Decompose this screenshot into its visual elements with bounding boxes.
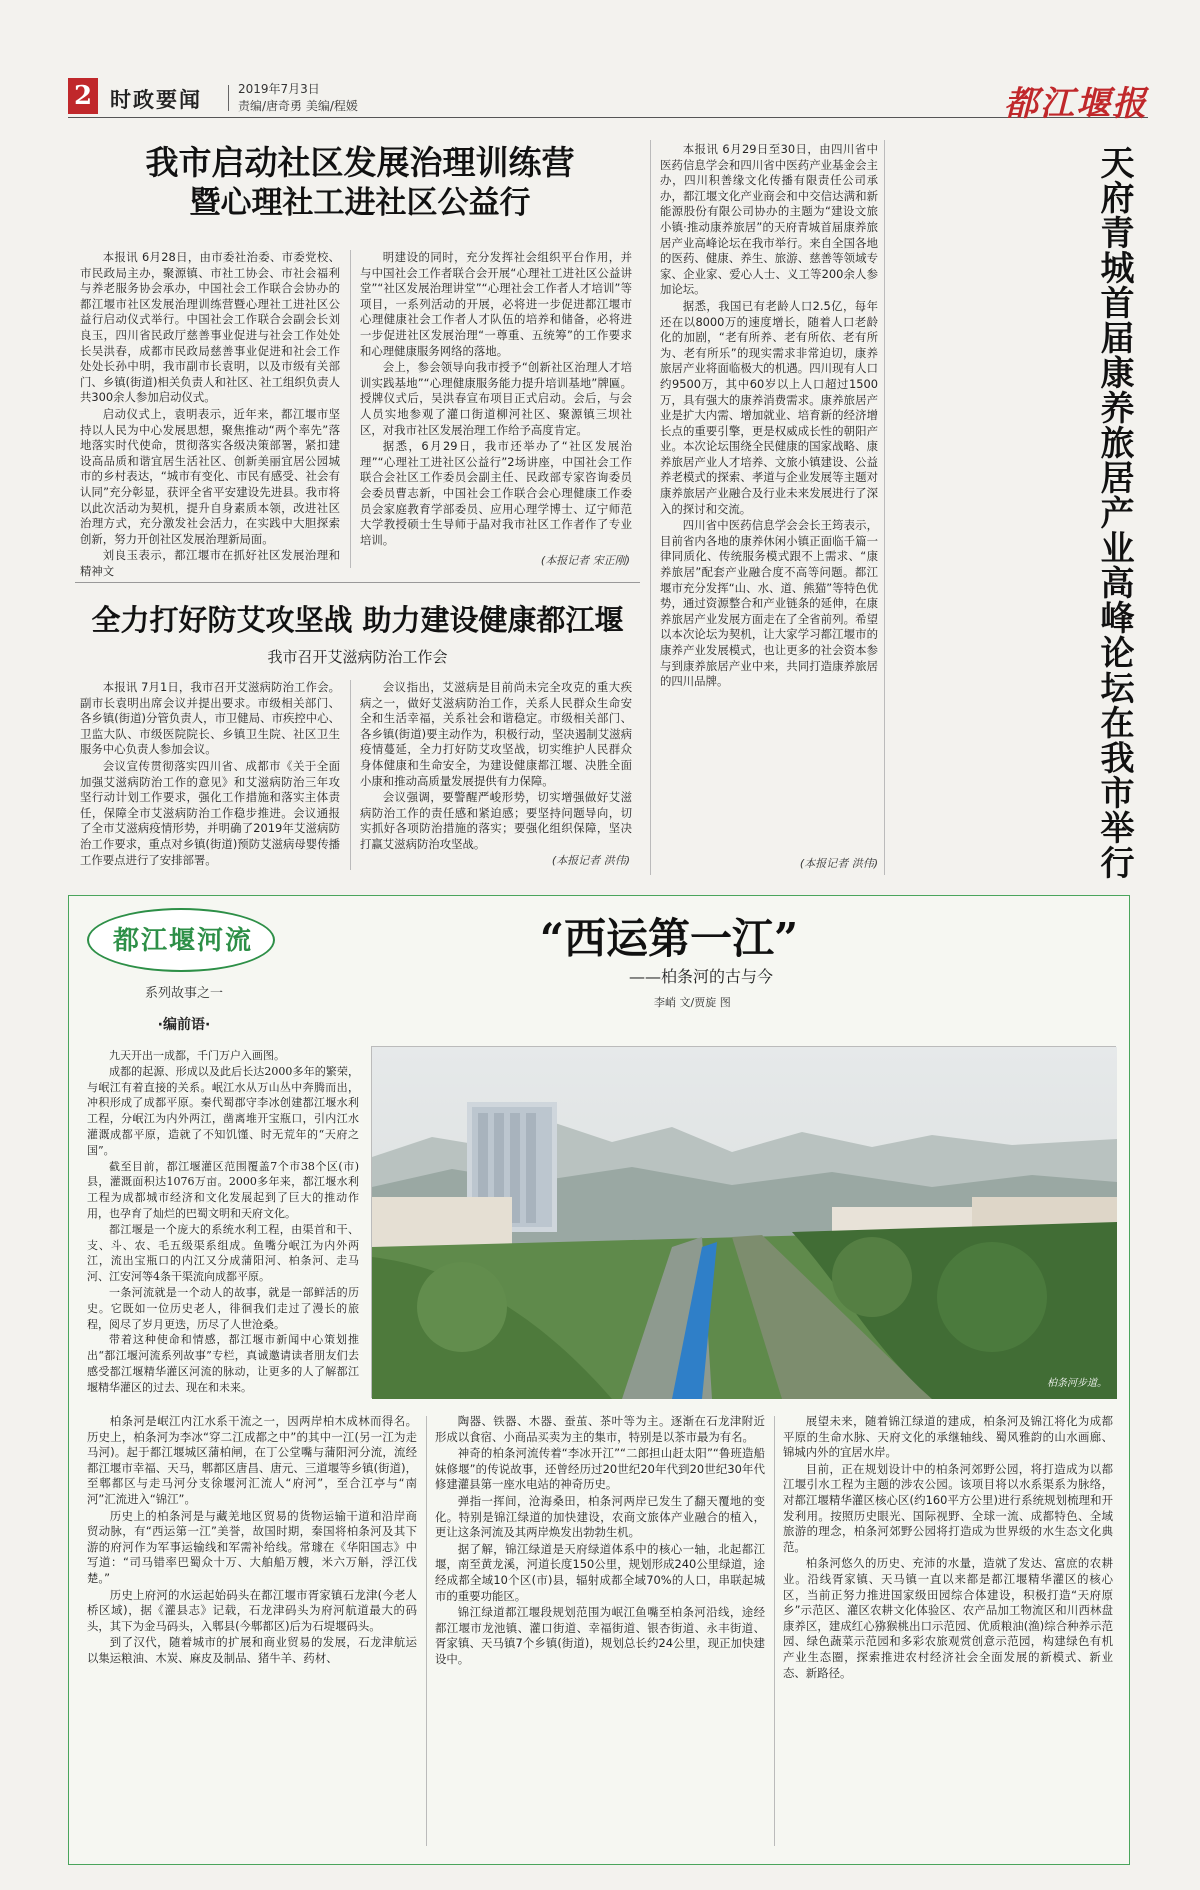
paragraph: 明建设的同时，充分发挥社会组织平台作用，并与中国社会工作者联合会开展“心理社工进社区公益讲堂”“社区发展治理讲堂”“心理社会工作者人才培训”等项目，一系列活动的开展，必将进一步促进都江堰市心理健康社会工作者人才队伍的培养和储备，必将进一步促进社区发展治理“一尊重、五统筹”的工作要求和心理健康服务网络的落地。	[360, 250, 632, 358]
feature-col3	[783, 1414, 1113, 1854]
column-rule	[426, 1416, 427, 1846]
river-photo-illustration	[372, 1047, 1117, 1399]
column-rule	[650, 140, 651, 875]
preface-label: ·编前语·	[157, 1017, 211, 1033]
paragraph: 历史上的柏条河是与藏羌地区贸易的货物运输干道和沿岸商贸动脉，有“西运第一江”美誉，故国时期，秦国将柏条河及其下游的府河作为军事运输线和军需补给线。常璩在《华阳国志》中写道：“司马错率巴蜀众十万、大舶船万艘，米六万斛，浮江伐楚。”	[87, 1508, 417, 1585]
article3-byline: (本报记者 洪伟)	[799, 857, 878, 870]
paragraph: 据悉，我国已有老龄人口2.5亿，每年还在以8000万的速度增长，随着人口老龄化的加剧，“老有所养、老有所依、老有所为、老有所乐”的现实需求非常迫切，康养旅居产业将面临极大的机遇。四川现有人口约9500万，其中60岁以上人口超过1500万，具有强大的康养消费需求。康养旅居产业是扩大内需、增加就业、培育新的经济增长点的重要引擎，更是权威成长性的朝阳产业。本次论坛围绕全民健康的国家战略、康养旅居产业人才培养、文旅小镇建设、公益养老模式的探索、孝道与企业发展等主题对康养旅居产业融合及行业未来发展进行了深入的探讨和交流。	[660, 298, 878, 516]
paragraph: 本报讯 6月28日，由市委社治委、市委党校、市民政局主办，聚源镇、市社工协会、市社会福利与养老服务协会承办，中国社会工作联合会协办的都江堰市社区发展治理训练营暨心理社工进社区公益行启动仪式举行。中国社会工作联合会副会长刘良玉，四川省民政厅慈善事业促进与社会工作处处长吴洪春，成都市民政局慈善事业促进和社会工作处处长孙中明，我市副市长袁明，以及市级有关部门、乡镇(街道)相关负责人和社区、社工组织负责人共300余人参加启动仪式。	[80, 250, 340, 405]
paragraph: 会上，参会领导向我市授予“创新社区治理人才培训实践基地”“心理健康服务能力提升培训基地”牌匾。授牌仪式后，吴洪春宣布项目正式启动。会后，与会人员实地参观了灌口街道柳河社区、聚源镇三坝社区，对我市社区发展治理工作给予高度肯定。	[360, 360, 632, 437]
paragraph: 本报讯 6月29日至30日，由四川省中医药信息学会和四川省中医药产业基金会主办，四川积善缘文化传播有限责任公司承办，都江堰文化产业商会和中交信达满和新能源股份有限公司协办的主题为“建设文旅小镇·推动康养旅居”的天府青城首届康养旅居产业高峰论坛在我市举行。来自全国各地的医药、健康、养生、旅游、慈善等领域专家、企业家、爱心人士、义工等200余人参加论坛。	[660, 142, 878, 297]
preface-text	[87, 1048, 359, 1396]
river-photo	[371, 1046, 1116, 1398]
article1-title-line2: 暨心理社工进社区公益行	[189, 185, 531, 221]
issue-date: 2019年7月3日	[238, 82, 320, 96]
section-title: 时政要闻	[110, 87, 202, 112]
column-oval-badge	[87, 908, 275, 972]
paragraph: 带着这种使命和情感，都江堰市新闻中心策划推出“都江堰河流系列故事”专栏，真诚邀请读者朋友们去感受都江堰精华灌区河流的脉动，让更多的人了解都江堰精华灌区的过去、现在和未来。	[87, 1333, 359, 1394]
paragraph: 一条河流就是一个动人的故事，就是一部鲜活的历史。它既如一位历史老人，徘徊我们走过了漫长的旅程，阅尽了岁月更迭，历尽了人世沧桑。	[87, 1285, 359, 1331]
paragraph: 到了汉代，随着城市的扩展和商业贸易的发展，石龙津航运以集运粮油、木炭、麻皮及制品、猪牛羊、药材、	[87, 1635, 417, 1665]
column-name: 都江堰河流	[112, 926, 253, 956]
paragraph: 锦江绿道都江堰段规划范围为岷江鱼嘴至柏条河沿线，途经都江堰市龙池镇、灌口街道、幸福街道、银杏街道、永丰街道、胥家镇、天马镇7个乡镇(街道)，规划总长约24公里，现正加快建设中。	[435, 1605, 765, 1666]
article1-title-line1: 我市启动社区发展治理训练营	[145, 143, 575, 182]
paragraph: 据了解，锦江绿道是天府绿道体系中的核心一轴，北起都江堰，南至黄龙溪，河道长度150公里，规划形成240公里绿道，途经成都全域10个区(市)县，辐射成都全域70%的人口，串联起城市的重要功能区。	[435, 1541, 765, 1603]
paragraph: 柏条河悠久的历史、充沛的水量，造就了发达、富庶的农耕业。沿线胥家镇、天马镇一直以来都是都江堰精华灌区的核心区，当前正努力推进国家级田园综合体建设，积极打造“天府原乡”示范区、灌区农耕文化体验区、农产品加工物流区和川西林盘康养区，建成红心猕猴桃出口示范园、优质粮油(渔)综合种养示范园、绿色蔬菜示范园和多彩农旅观赏创意示范园，构建绿色有机产业生态圈，探索推进农村经济社会全面发展的新模式、新业态、新路径。	[783, 1556, 1113, 1680]
paragraph: 目前，正在规划设计中的柏条河郊野公园，将打造成为以都江堰引水工程为主题的涉农公园。该项目将以水系渠系为脉络，对都江堰精华灌区核心区(约160平方公里)进行系统规划梳理和开发利用。按照历史眼光、国际视野、全球一流、成都特色、全域旅游的理念，柏条河郊野公园将打造成为世界级的水生态文化典范。	[783, 1461, 1113, 1554]
paragraph: 历史上府河的水运起始码头在都江堰市胥家镇石龙津(今老人桥区域)，据《灌县志》记载，石龙津码头为府河航道最大的码头，其下为金马码头，入郫县(今郫都区)后为石堤堰码头。	[87, 1587, 417, 1633]
article2-byline: (本报记者 洪伟)	[551, 854, 630, 867]
series-label: 系列故事之一	[144, 986, 223, 1001]
paragraph: 本报讯 7月1日，我市召开艾滋病防治工作会。副市长袁明出席会议并提出要求。市级相关部门、各乡镇(街道)分管负责人，市卫健局、市疾控中心、卫监大队、市级医院院长、乡镇卫生院、社区卫生服务中心负责人参加会议。	[80, 680, 340, 757]
paragraph: 柏条河是岷江内江水系干流之一，因两岸柏木成林而得名。历史上，柏条河为李冰“穿二江成都之中”的其中一江(另一江为走马河)。起于都江堰城区蒲柏闸，在丁公堂嘴与蒲阳河分流，流经都江堰市幸福、天马，郫都区唐昌、唐元、三道堰等乡镇(街道)，至郫都区与走马河分支徐堰河汇流人“府河”，至合江亭与“南河”汇流进入“锦江”。	[87, 1414, 417, 1506]
feature-col2	[435, 1414, 765, 1854]
feature-title: “西运第一江”	[539, 914, 799, 963]
newspaper-logo: 都江堰报	[1004, 84, 1148, 124]
paragraph: 刘良玉表示，都江堰市在抓好社区发展治理和精神文	[80, 548, 340, 578]
paragraph: 启动仪式上，袁明表示，近年来，都江堰市坚持以人民为中心发展思想，聚焦推动“两个率先”落地落实时代使命，贯彻落实各级决策部署，紧扣建设高品质和谐宜居生活社区、创新美丽宜居公园城市的乡村表达，“城市有变化、市民有感受、社会有认同”充分彰显，获评全省平安建设先进县。我市将以此次活动为契机，提升自身素质本领，改进社区治理方式，充分激发社会活力，在实践中大胆探索创新，努力开创社区发展治理新局面。	[80, 406, 340, 546]
column-rule	[350, 250, 351, 568]
photo-caption: 柏条河步道。	[1047, 1378, 1107, 1389]
column-rule	[350, 680, 351, 870]
feature-col1	[87, 1414, 417, 1854]
article1-byline: (本报记者 宋正刚)	[540, 554, 630, 567]
section-divider	[75, 582, 640, 583]
article3-body	[660, 142, 878, 852]
paragraph: 成都的起源、形成以及此后长达2000多年的繁荣，与岷江有着直接的关系。岷江水从万山丛中奔腾而出，冲积形成了成都平原。秦代蜀郡守李冰创建都江堰水利工程，分岷江为内外两江，凿离堆开宝瓶口，引内江水灌溉成都平原，造就了不知饥馑、时无荒年的“天府之国”。	[87, 1064, 359, 1157]
feature-box	[68, 895, 1130, 1865]
header-divider	[228, 85, 229, 111]
article2-col1	[80, 680, 340, 870]
page-number: 2	[68, 78, 98, 114]
editors-line: 责编/唐奇勇 美编/程媛	[238, 99, 358, 113]
paragraph: 会议指出，艾滋病是目前尚未完全攻克的重大疾病之一，做好艾滋病防治工作，关系人民群众生命安全和生活幸福，关系社会和谐稳定。市级相关部门、各乡镇(街道)要主动作为，积极行动，坚决遏制艾滋病疫情蔓延，全力打好防艾攻坚战，切实维护人民群众身体健康和生命安全，为建设健康都江堰、决胜全面小康和推动高质量发展提供有力保障。	[360, 680, 632, 788]
paragraph: 四川省中医药信息学会会长王筠表示，目前省内各地的康养休闲小镇正面临千篇一律同质化、传统服务模式跟不上需求、“康养旅居”配套产业融合度不高等问题。都江堰市充分发挥“山、水、道、熊猫”等特色优势，通过资源整合和产业链条的延伸，在康养旅居产业发展方面走在了全省前列。希望以本次论坛为契机，让大家学习都江堰市的康养产业发展模式，也让更多的社会资本参与到康养旅居产业中来，共同打造康养旅居的四川品牌。	[660, 518, 878, 689]
paragraph: 会议宣传贯彻落实四川省、成都市《关于全面加强艾滋病防治工作的意见》和艾滋病防治三年攻坚行动计划工作要求，强化工作措施和落实主体责任，保障全市艾滋病防治工作稳步推进。会议通报了全市艾滋病疫情形势，并明确了2019年艾滋病防治工作要求，重点对乡镇(街道)预防艾滋病母婴传播工作要点进行了安排部署。	[80, 758, 340, 867]
article2-col2	[360, 680, 632, 851]
article1-title	[80, 143, 640, 223]
paragraph: 神奇的柏条河流传着“李冰开江”“二郎担山赶太阳”“鲁班造船妹修堰”的传说故事，还曾经历过20世纪20年代到20世纪30年代修建灌县第一座水电站的神奇历史。	[435, 1446, 765, 1492]
article1-col2	[360, 250, 632, 548]
article1-col1	[80, 250, 340, 578]
paragraph: 截至目前，都江堰灌区范围覆盖7个市38个区(市)县，灌溉面积达1076万亩。2000多年来，都江堰水利工程为成都城市经济和文化发展起到了巨大的推动作用，也孕育了灿烂的巴蜀文明和天府文化。	[87, 1159, 359, 1220]
feature-byline: 李峭 文/贾旋 图	[654, 996, 731, 1009]
column-rule	[774, 1416, 775, 1846]
paragraph: 九天开出一成都，千门万户入画图。	[109, 1049, 285, 1062]
paragraph: 陶器、铁器、木器、蚕茧、茶叶等为主。逐渐在石龙津附近形成以食宿、小商品买卖为主的集市，特别是以茶市最为有名。	[435, 1414, 765, 1444]
page-header	[68, 78, 1148, 124]
feature-subtitle: ——柏条河的古与今	[629, 967, 774, 986]
article3-vertical-title: 天府青城首届康养旅居产业高峰论坛在我市举行	[1094, 145, 1134, 880]
paragraph: 弹指一挥间，沧海桑田，柏条河两岸已发生了翻天覆地的变化。特别是锦江绿道的加快建设，农商文旅体产业融合的植入，更让这条河流及其两岸焕发出勃勃生机。	[435, 1493, 765, 1540]
article2-title: 全力打好防艾攻坚战 助力建设健康都江堰	[91, 603, 624, 637]
column-rule	[884, 140, 885, 875]
paragraph: 据悉，6月29日，我市还举办了“社区发展治理”“心理社工进社区公益行”2场讲座，中国社会工作联合会社区工作委员会副主任、民政部专家咨询委员会委员曹志新，中国社会工作联合会心理健康工作委员会家庭教育学部委员、应用心理学博士、辽宁师范大学教授硕士生导师于晶对我市社区工作者作了专业培训。	[360, 439, 632, 547]
article2-subtitle: 我市召开艾滋病防治工作会	[267, 648, 448, 666]
paragraph: 展望未来，随着锦江绿道的建成，柏条河及锦江将化为成都平原的生命水脉、天府文化的承继轴线、蜀风雅韵的山水画廊、锦城内外的宜居水岸。	[783, 1414, 1113, 1460]
paragraph: 都江堰是一个庞大的系统水利工程，由渠首和干、支、斗、农、毛五级渠系组成。鱼嘴分岷江为内外两江，流出宝瓶口的内江又分成蒲阳河、柏条河、走马河、江安河等4条干渠流向成都平原。	[87, 1222, 359, 1284]
paragraph: 会议强调，要警醒严峻形势，切实增强做好艾滋病防治工作的责任感和紧迫感；要坚持问题导向，切实抓好各项防治措施的落实；要强化组织保障，坚决打赢艾滋病防治攻坚战。	[360, 790, 632, 851]
